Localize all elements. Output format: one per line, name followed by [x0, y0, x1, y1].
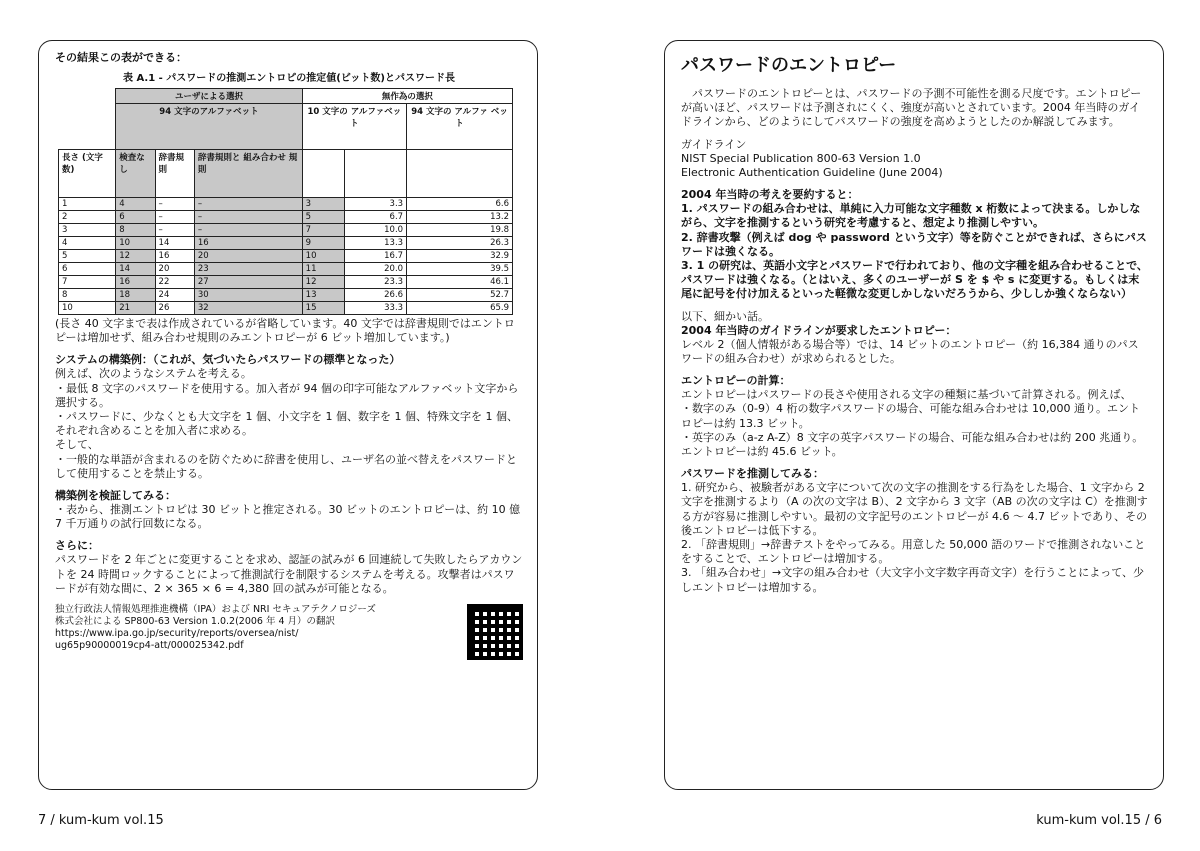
table-row	[59, 224, 513, 237]
cell-len: 10	[59, 302, 116, 315]
detail-heading: 2004 年当時のガイドラインが要求したエントロピー：	[681, 323, 957, 337]
cell-rand10-bits: 13	[302, 289, 345, 302]
cell-none: 10	[116, 237, 155, 250]
guess-heading: パスワードを推測してみる：	[681, 467, 824, 481]
system-example-heading: システムの構築例：（これが、気づいたらパスワードの標準となった）	[55, 353, 401, 367]
entropy-table-body	[59, 198, 513, 315]
page-title: パスワードのエントロピー	[681, 55, 897, 76]
calc-heading: エントロピーの計算：	[681, 374, 791, 388]
table-row	[59, 211, 513, 224]
guess-line: 3. 「組み合わせ」→文字の組み合わせ（大文字小文字数字再奇文字）を行うことによって、少しエントロピーは増加する。	[681, 566, 1144, 594]
col-94-header: 94 文字のアルファベット	[116, 104, 302, 150]
intro-heading: その結果この表ができる：	[55, 51, 187, 64]
cell-rand10: 20.0	[345, 263, 407, 276]
references-block	[55, 604, 523, 652]
cell-rand94: 65.9	[407, 302, 513, 315]
group-user-header: ユーザによる選択	[116, 89, 302, 104]
cell-dictcomb: 32	[194, 302, 302, 315]
cell-len: 4	[59, 237, 116, 250]
cell-dictcomb: –	[194, 198, 302, 211]
col-none-header: 検査なし	[116, 150, 155, 198]
cell-rand10: 33.3	[345, 302, 407, 315]
cell-dictcomb: 23	[194, 263, 302, 276]
system-line: ・パスワードに、少なくとも大文字を 1 個、小文字を 1 個、数字を 1 個、特殊文字を 1 個、それぞれ含めることを加入者に求める。	[55, 410, 518, 438]
cell-rand94: 46.1	[407, 276, 513, 289]
intro-text: パスワードのエントロピーとは、パスワードの予測不可能性を測る尺度です。エントロピーが高いほど、パスワードは予測されにくく、強度が高いとされています。2004 年当時のガイドラインから、どのようにしてパスワードの強度を高めようとしたのか解説してみます。	[681, 87, 1142, 129]
cell-rand10-bits: 9	[302, 237, 345, 250]
cell-dict: 20	[155, 263, 194, 276]
cell-rand10: 23.3	[345, 276, 407, 289]
cell-rand10-bits: 5	[302, 211, 345, 224]
left-page	[38, 40, 538, 790]
references	[55, 604, 453, 652]
cell-len: 5	[59, 250, 116, 263]
cell-dict: –	[155, 198, 194, 211]
col-dictcomb-header: 辞書規則と 組み合わせ 規則	[194, 150, 302, 198]
cell-rand10: 26.6	[345, 289, 407, 302]
cell-len: 3	[59, 224, 116, 237]
cell-rand94: 32.9	[407, 250, 513, 263]
cell-none: 8	[116, 224, 155, 237]
cell-rand10-bits: 15	[302, 302, 345, 315]
system-line: ・最低 8 文字のパスワードを使用する。加入者が 94 個の印字可能なアルファベット文字から選択する。	[55, 381, 519, 409]
cell-len: 8	[59, 289, 116, 302]
guess-line: 1. 研究から、被験者がある文字について次の文字の推測をする行為をした場合、1 文字から 2 文字を推測するより（A の次の文字は B）、2 文字から 3 文字（AB の次の文字は C）を推測する方が容易に推測しやすい。最初の文字記号のエントロピーが 4.6 ～ 4.7 ビットであり、その後エントロピーは低下する。	[681, 481, 1148, 537]
cell-dictcomb: –	[194, 211, 302, 224]
summary-line: 3. 1 の研究は、英語小文字とパスワードで行われており、他の文字種を組み合わせることで、パスワードは強くなる。（とはいえ、多くのユーザーが S を $ や s に変更する。もしくは末尾に記号を付け加えるといった軽微な変更しかしないだろうから、少ししか強くならない）	[681, 259, 1148, 301]
cell-rand94: 26.3	[407, 237, 513, 250]
cell-rand10: 10.0	[345, 224, 407, 237]
cell-rand94: 52.7	[407, 289, 513, 302]
table-row	[59, 302, 513, 315]
cell-none: 21	[116, 302, 155, 315]
summary-heading: 2004 年当時の考えを要約すると：	[681, 188, 859, 202]
cell-rand10: 3.3	[345, 198, 407, 211]
cell-dictcomb: 16	[194, 237, 302, 250]
cell-none: 4	[116, 198, 155, 211]
cell-rand94: 19.8	[407, 224, 513, 237]
cell-none: 18	[116, 289, 155, 302]
guideline-line: NIST Special Publication 800-63 Version 1.0	[681, 151, 921, 165]
right-footer: kum-kum vol.15 / 6	[1036, 813, 1162, 828]
cell-rand10-bits: 12	[302, 276, 345, 289]
right-page	[664, 40, 1164, 790]
cell-len: 2	[59, 211, 116, 224]
cell-rand94: 6.6	[407, 198, 513, 211]
detail-intro: 以下、細かい話。	[681, 309, 769, 323]
cell-rand10-bits: 10	[302, 250, 345, 263]
cell-dict: 24	[155, 289, 194, 302]
cell-dict: 26	[155, 302, 194, 315]
system-line: そして、	[55, 438, 99, 452]
left-page-content	[55, 51, 523, 652]
guideline-line: Electronic Authentication Guideline (June 2004)	[681, 166, 943, 180]
cell-rand10: 13.3	[345, 237, 407, 250]
cell-none: 14	[116, 263, 155, 276]
system-line: ・一般的な単語が含まれるのを防ぐために辞書を使用し、ユーザ名の並べ替えをパスワードとして使用することを禁止する。	[55, 452, 517, 480]
cell-dict: –	[155, 211, 194, 224]
cell-dict: 22	[155, 276, 194, 289]
table-empty-cell	[302, 150, 345, 198]
cell-dictcomb: 20	[194, 250, 302, 263]
cell-rand10-bits: 3	[302, 198, 345, 211]
table-row	[59, 289, 513, 302]
table-blank-cell	[59, 104, 116, 150]
reference-line: 独立行政法人情報処理推進機構（IPA）および NRI セキュアテクノロジーズ	[55, 604, 376, 616]
cell-none: 16	[116, 276, 155, 289]
summary-line: 1. パスワードの組み合わせは、単純に入力可能な文字種数 x 桁数によって決まる。しかしながら、文字を推測するという研究を考慮すると、想定より推測しやすい。	[681, 202, 1141, 230]
table-empty-cell	[407, 150, 513, 198]
calc-line: ・英字のみ（a-z A-Z）8 文字の英字パスワードの場合、可能な組み合わせは約 200 兆通り。エントロピーは約 45.6 ビット。	[681, 430, 1144, 459]
cell-rand94: 39.5	[407, 263, 513, 276]
verify-text: ・表から、推測エントロピは 30 ビットと推定される。30 ビットのエントロピーは、約 10 億 7 千万通りの試行回数になる。	[55, 503, 521, 531]
col-dict-header: 辞書規則	[155, 150, 194, 198]
cell-dictcomb: 27	[194, 276, 302, 289]
cell-dict: 14	[155, 237, 194, 250]
left-footer: 7 / kum-kum vol.15	[38, 813, 164, 828]
cell-len: 6	[59, 263, 116, 276]
table-caption: 表 A.1 - パスワードの推測エントロピの推定値(ビット数)とパスワード長	[122, 73, 456, 84]
verify-heading: 構築例を検証してみる：	[55, 489, 176, 503]
cell-rand10: 6.7	[345, 211, 407, 224]
cell-dictcomb: 30	[194, 289, 302, 302]
cell-dictcomb: –	[194, 224, 302, 237]
table-row	[59, 198, 513, 211]
table-row	[59, 263, 513, 276]
further-heading: さらに：	[55, 539, 99, 553]
col-10-header: 10 文字の アルファベット	[302, 104, 406, 150]
guess-line: 2. 「辞書規則」→辞書テストをやってみる。用意した 50,000 語のワードで推測されないことをすることで、エントロピーは増加する。	[681, 538, 1146, 566]
table-note: (長さ 40 文字まで表は作成されているが省略しています。40 文字では辞書規則ではエントロピーは増加せず、組み合わせ規則のみエントロピーが 6 ビット増加しています。)	[55, 317, 515, 345]
group-random-header: 無作為の選択	[302, 89, 512, 104]
right-page-content	[681, 51, 1149, 595]
cell-len: 1	[59, 198, 116, 211]
table-row	[59, 276, 513, 289]
cell-none: 12	[116, 250, 155, 263]
table-empty-cell	[345, 150, 407, 198]
detail-text: レベル 2（個人情報がある場合等）では、14 ビットのエントロピー（約 16,384 通りのパスワードの組み合わせ）が求められるとした。	[681, 337, 1139, 366]
col-94b-header: 94 文字の アルファ ベット	[407, 104, 513, 150]
col-len-header: 長さ (文字数)	[59, 150, 116, 198]
further-text: パスワードを 2 年ごとに変更することを求め、認証の試みが 6 回連続して失敗したらアカウントを 24 時間ロックすることによって推測試行を制限するシステムを考える。攻撃者はパスワードが有効な間に、2 × 365 × 6 = 4,380 回の試みが可能となる。	[55, 553, 523, 595]
cell-rand10-bits: 11	[302, 263, 345, 276]
table-row	[59, 237, 513, 250]
reference-link[interactable]: ug65p90000019cp4-att/000025342.pdf	[55, 640, 244, 652]
cell-rand10: 16.7	[345, 250, 407, 263]
calc-line: ・数字のみ（0-9）4 桁の数字パスワードの場合、可能な組み合わせは 10,000 通り。エントロピーは約 13.3 ビット。	[681, 402, 1140, 430]
reference-link[interactable]: https://www.ipa.go.jp/security/reports/oversea/nist/	[55, 628, 299, 640]
summary-line: 2. 辞書攻撃（例えば dog や password という文字）等を防ぐことができれば、さらにパスワードは強くなる。	[681, 230, 1147, 258]
cell-dict: –	[155, 224, 194, 237]
cell-rand94: 13.2	[407, 211, 513, 224]
cell-rand10-bits: 7	[302, 224, 345, 237]
qr-code-icon	[467, 604, 523, 660]
entropy-table	[58, 88, 513, 315]
calc-line: エントロピーはパスワードの長さや使用される文字の種類に基づいて計算される。例えば、	[681, 388, 1132, 402]
cell-dict: 16	[155, 250, 194, 263]
cell-none: 6	[116, 211, 155, 224]
cell-len: 7	[59, 276, 116, 289]
reference-line: 株式会社による SP800-63 Version 1.0.2(2006 年 4 月）の翻訳	[55, 616, 336, 628]
guideline-label: ガイドライン	[681, 137, 747, 151]
table-row	[59, 250, 513, 263]
system-line: 例えば、次のようなシステムを考える。	[55, 367, 252, 381]
table-blank-cell	[59, 89, 116, 104]
